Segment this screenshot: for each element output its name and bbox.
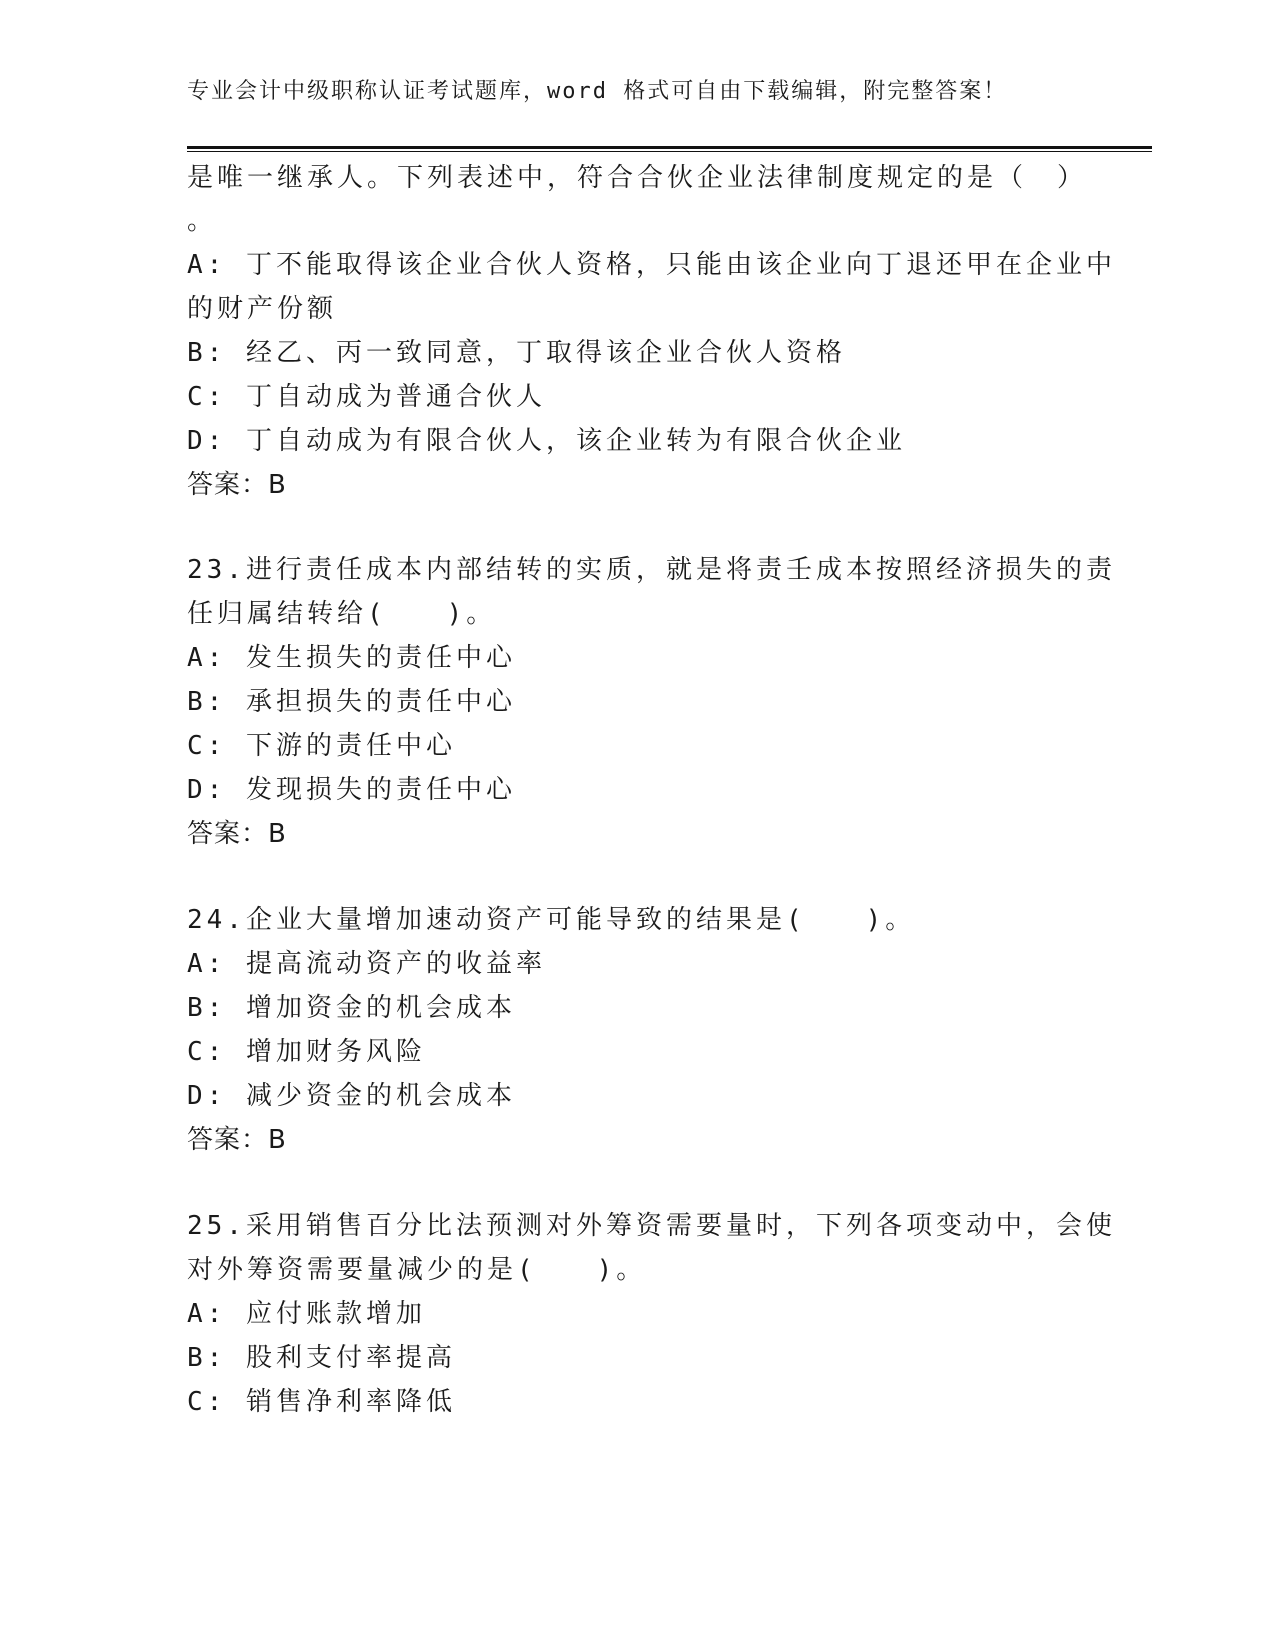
question-23-option-d: D: 发现损失的责任中心 — [187, 775, 516, 805]
question-24-option-b: B: 增加资金的机会成本 — [187, 993, 516, 1023]
question-23-option-b: B: 承担损失的责任中心 — [187, 687, 516, 717]
question-24-answer: 答案：B — [187, 1125, 287, 1155]
question-23-stem: 23.进行责任成本内部结转的实质，就是将责壬成本按照经济损失的责 — [187, 555, 1116, 585]
header-divider-thin — [187, 151, 1152, 152]
question-23-option-c: C: 下游的责任中心 — [187, 731, 456, 761]
question-22-stem: 是唯一继承人。下列表述中，符合合伙企业法律制度规定的是（ ） — [187, 163, 1088, 193]
question-24-option-d: D: 减少资金的机会成本 — [187, 1081, 516, 1111]
question-25-stem-cont: 对外筹资需要量减少的是( )。 — [187, 1255, 647, 1285]
question-22-option-b: B: 经乙、丙一致同意，丁取得该企业合伙人资格 — [187, 338, 846, 368]
question-24-option-a: A: 提高流动资产的收益率 — [187, 949, 546, 979]
question-22-answer: 答案：B — [187, 470, 287, 500]
question-24-stem: 24.企业大量增加速动资产可能导致的结果是( )。 — [187, 905, 916, 935]
question-25-option-a: A: 应付账款增加 — [187, 1299, 426, 1329]
question-22-option-a-cont: 的财产份额 — [187, 294, 338, 324]
question-23-stem-cont: 任归属结转给( )。 — [187, 599, 497, 629]
question-23-answer: 答案：B — [187, 819, 287, 849]
header-divider-thick — [187, 146, 1152, 149]
question-22-option-a: A: 丁不能取得该企业合伙人资格，只能由该企业向丁退还甲在企业中 — [187, 250, 1116, 280]
question-25-option-c: C: 销售净利率降低 — [187, 1387, 456, 1417]
page-header: 专业会计中级职称认证考试题库，word 格式可自由下载编辑，附完整答案！ — [187, 79, 1008, 104]
question-23-option-a: A: 发生损失的责任中心 — [187, 643, 516, 673]
question-25-option-b: B: 股利支付率提高 — [187, 1343, 456, 1373]
question-25-stem: 25.采用销售百分比法预测对外筹资需要量时，下列各项变动中，会使 — [187, 1211, 1116, 1241]
question-22-option-d: D: 丁自动成为有限合伙人，该企业转为有限合伙企业 — [187, 426, 906, 456]
question-22-stem-end: 。 — [187, 206, 218, 236]
question-24-option-c: C: 增加财务风险 — [187, 1037, 426, 1067]
question-22-option-c: C: 丁自动成为普通合伙人 — [187, 382, 546, 412]
